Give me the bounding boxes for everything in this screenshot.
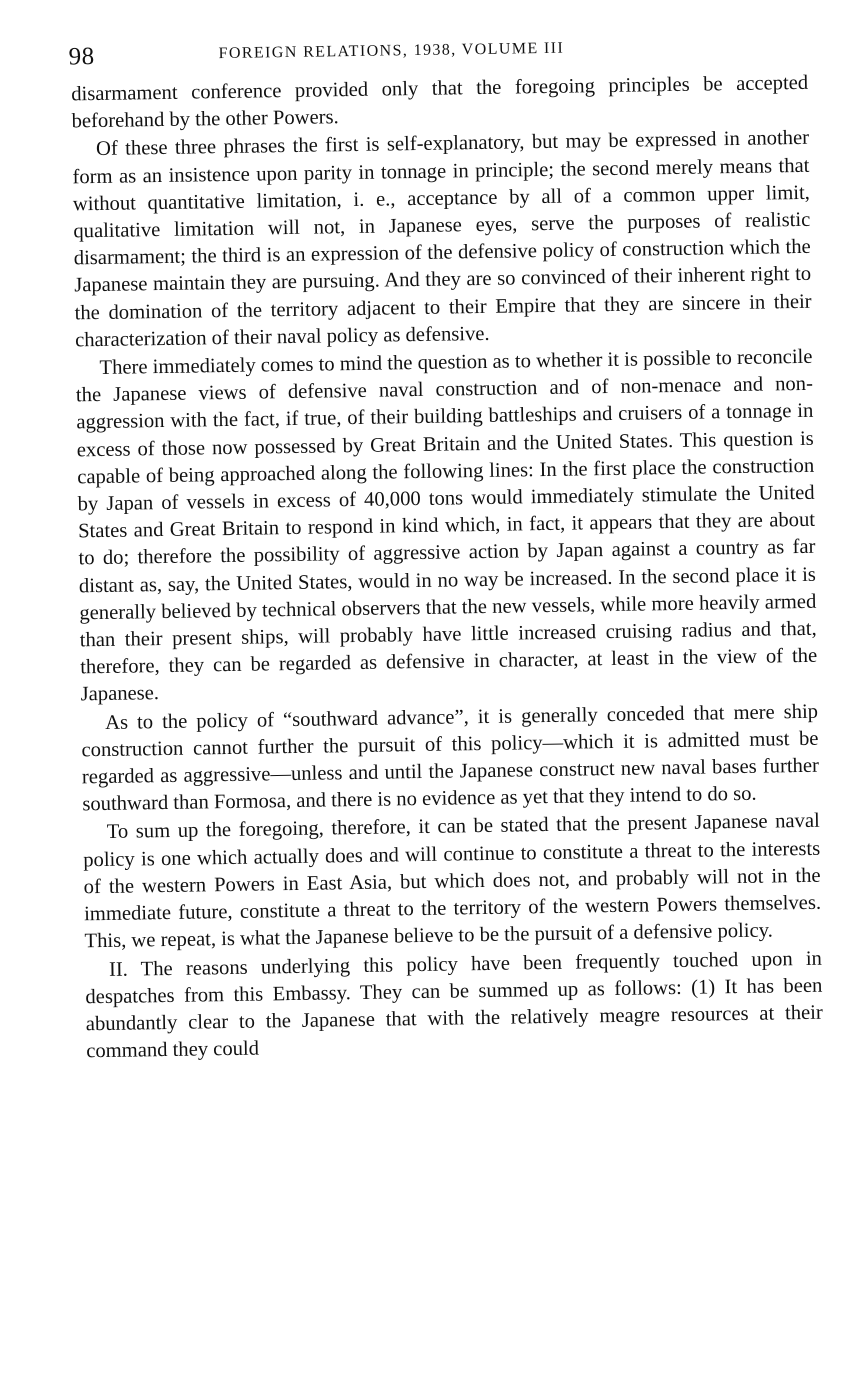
- page-header: [68, 30, 808, 76]
- page-number: 98: [68, 43, 95, 71]
- paragraph-sum-up: To sum up the foregoing, therefore, it can be stated that the present Japanese naval policy is one which actually does and will continue to constitute a threat to the interests of the western Powers in East Asia, but which does not, and probably will not in the immediate future, constitute a threat to the territory of the western Powers themselves. This, we repeat, is what the Japanese believe to be the pursuit of a defensive policy.: [83, 810, 822, 953]
- paragraph-southward-advance: As to the policy of “southward advance”, it is generally conceded that mere ship construction cannot further the pursuit of this policy—which it is admitted must be regarded as aggressive—unless and until the Japanese construct new naval bases further southward than Formosa, and there is no evidence as yet that they intend to do so.: [81, 700, 820, 816]
- paragraph-three-phrases: Of these three phrases the first is self-explanatory, but may be expressed in another form as an insistence upon parity in tonnage in principle; the second merely means that without quantitative limitation, i. e., acceptance by all of a common upper limit, qualitative limitation will not, in Japanese eyes, serve the purposes of realistic disarmament; the third is an expression of the defensive policy of construction which the Japanese maintain they are pursuing. And they are so convinced of their inherent right to the domination of the territory adjacent to their Empire that they are sincere in their characterization of their naval policy as defensive.: [72, 127, 812, 352]
- body-text: [71, 70, 823, 1067]
- paragraph-continuation: disarmament conference provided only that the foregoing principles be accepted beforehand by the other Powers.: [71, 71, 809, 133]
- running-head: FOREIGN RELATIONS, 1938, VOLUME III: [218, 39, 565, 63]
- paragraph-reconcile-question: There immediately comes to mind the question as to whether it is possible to reconcile the Japanese views of defensive naval construction and of non-menace and non-aggression with the fact, if true, of their building battleships and cruisers of a tonnage in excess of those now possessed by Great Britain and the United States. This question is capable of being approached along the following lines: In the first place the construction by Japan of vessels in excess of 40,000 tons would immediately stimulate the United States and Great Britain to respond in kind which, in fact, it appears that they are about to do; therefore the possibility of aggressive action by Japan against a country as far distant as, say, the United States, would in no way be increased. In the second place it is generally believed by technical observers that the new vessels, while more heavily armed than their present ships, will probably have little increased cruising radius and that, therefore, they can be regarded as defensive in character, at least in the view of the Japanese.: [75, 345, 818, 706]
- paragraph-reasons: II. The reasons underlying this policy have been frequently touched upon in despatches from this Embassy. They can be summed up as follows: (1) It has been abundantly clear to the Japanese that with the relatively meagre resources at their command they could: [85, 947, 823, 1063]
